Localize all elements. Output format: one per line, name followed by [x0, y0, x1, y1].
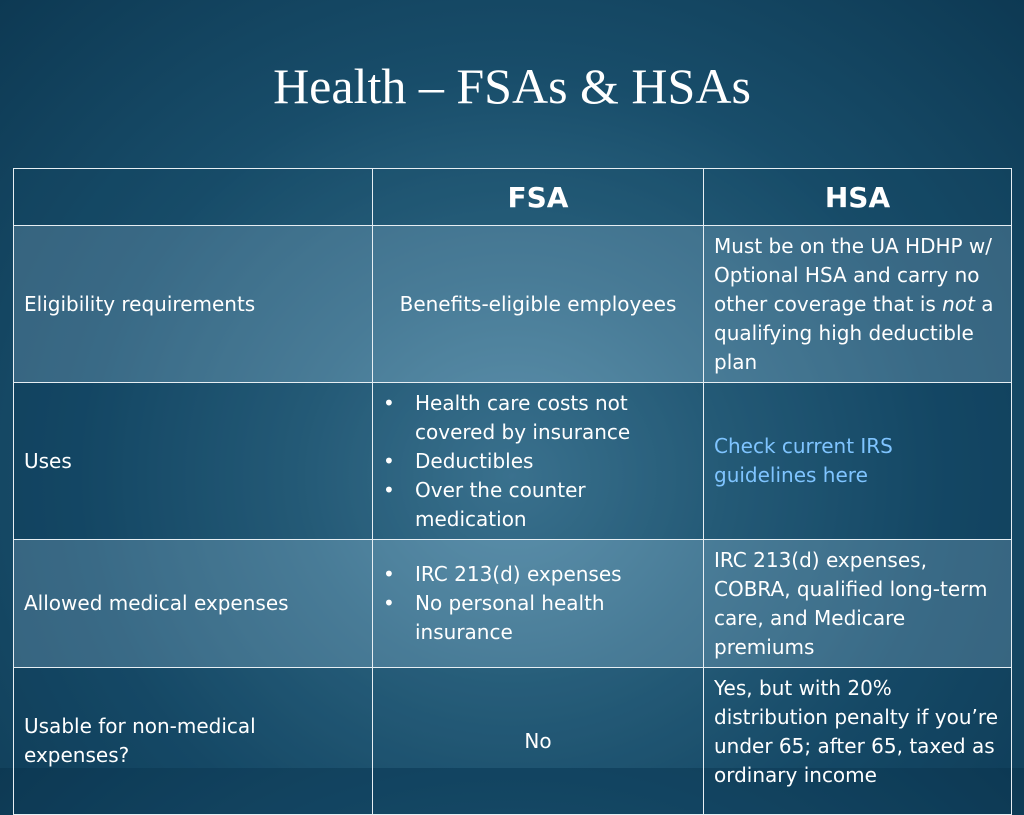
bullet-icon: • — [383, 448, 395, 473]
list-item-text: Deductibles — [415, 448, 534, 473]
table-row-uses — [14, 383, 1012, 540]
irs-guidelines-link[interactable]: Check current IRS guidelines here — [714, 434, 893, 487]
comparison-table — [13, 168, 1012, 815]
hsa-text-part: a qualifying high deductible plan — [714, 291, 994, 374]
table-header-row — [14, 169, 1012, 226]
bullet-icon: • — [383, 591, 395, 615]
hsa-cell: IRC 213(d) expenses, COBRA, qualified long-term care, and Medicare premiums — [704, 540, 1012, 668]
fsa-cell: No — [373, 668, 704, 815]
header-cell-fsa: FSA — [373, 169, 704, 226]
row-label: Usable for non-medical expenses? — [14, 668, 373, 815]
header-cell-hsa: HSA — [704, 169, 1012, 226]
header-cell-empty — [14, 169, 373, 226]
table-row-allowed-expenses — [14, 540, 1012, 668]
hsa-text-part: Must be on the UA HDHP w/ Optional HSA and carry no other coverage that is — [714, 233, 993, 316]
list-item — [383, 389, 693, 447]
fsa-cell: Benefits-eligible employees — [373, 226, 704, 383]
hsa-emphasis: not — [942, 291, 975, 316]
bullet-icon: • — [383, 390, 395, 415]
hsa-cell — [704, 226, 1012, 383]
fsa-bullet-list — [383, 560, 693, 647]
row-label: Uses — [14, 383, 373, 540]
list-item — [383, 447, 693, 476]
list-item — [383, 589, 693, 647]
hsa-cell: Yes, but with 20% distribution penalty if you’re under 65; after 65, taxed as ordinary income — [704, 668, 1012, 815]
list-item-text: No personal health insurance — [415, 591, 605, 644]
list-item-text: Over the counter medication — [415, 477, 586, 531]
row-label: Allowed medical expenses — [14, 540, 373, 668]
hsa-cell — [704, 383, 1012, 540]
fsa-bullet-list — [383, 389, 693, 534]
bullet-icon: • — [383, 477, 395, 502]
list-item — [383, 476, 693, 534]
row-label: Eligibility requirements — [14, 226, 373, 383]
bullet-icon: • — [383, 562, 395, 586]
fsa-cell — [373, 540, 704, 668]
table-row-non-medical — [14, 668, 1012, 815]
list-item-text: IRC 213(d) expenses — [415, 562, 622, 586]
list-item — [383, 560, 693, 589]
table-row-eligibility — [14, 226, 1012, 383]
fsa-cell — [373, 383, 704, 540]
slide-title: Health – FSAs & HSAs — [273, 58, 751, 114]
list-item-text: Health care costs not covered by insurance — [415, 390, 631, 444]
